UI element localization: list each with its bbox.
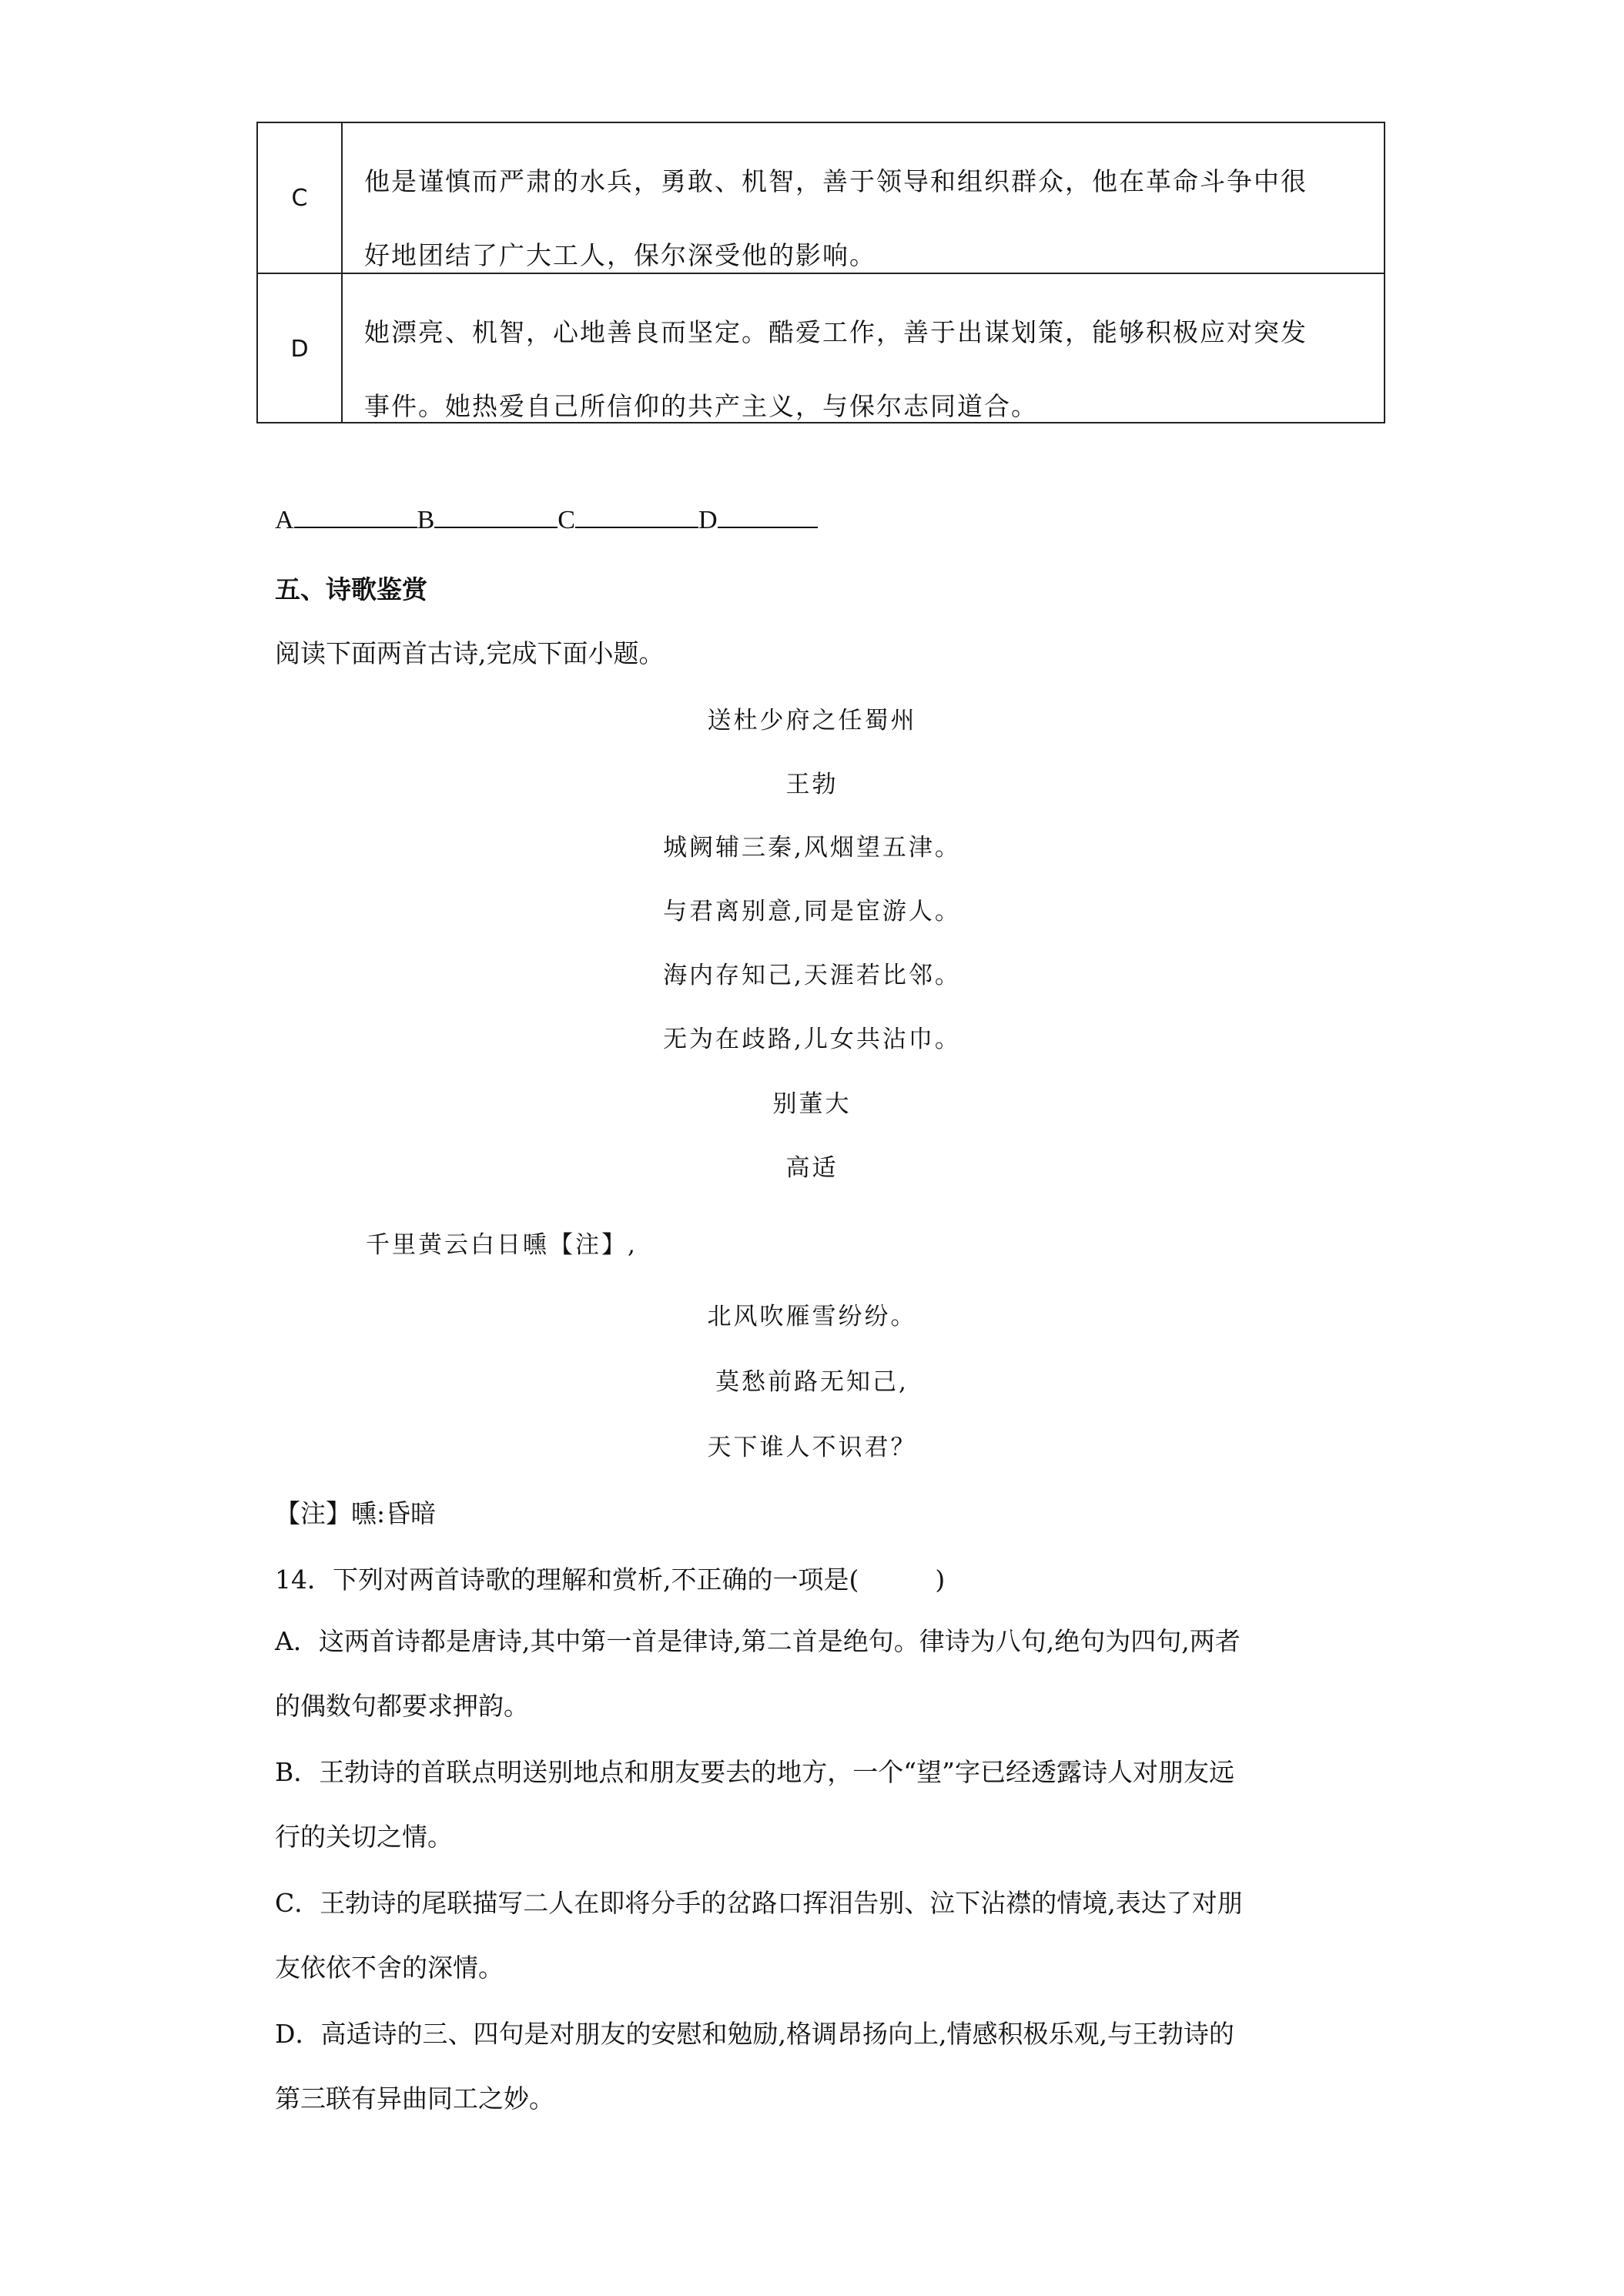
row-text-line: 他是谨慎而严肃的水兵，勇敢、机智，善于领导和组织群众，他在革命斗争中很 [364,166,1308,196]
poem-line: 千里黄云白日曛【注】, [366,1231,638,1259]
table-row [258,123,1384,274]
choice-line: D．高适诗的三、四句是对朋友的安慰和勉励,格调昂扬向上,情感积极乐观,与王勃诗的 [275,2019,1234,2049]
poem-line: 城阙辅三秦,风烟望五津。 [663,834,961,862]
poem-title: 送杜少府之任蜀州 [707,707,917,735]
blank-label-a: A [275,506,294,534]
answer-blank-a[interactable] [294,504,417,528]
choice-line: 行的关切之情。 [275,1822,453,1852]
blank-label-c: C [558,506,575,534]
row-text-line: 她漂亮、机智，心地善良而坚定。酷爱工作，善于出谋划策，能够积极应对突发 [364,317,1308,347]
section-intro: 阅读下面两首古诗,完成下面小题。 [275,638,665,668]
choice-line: C．王勃诗的尾联描写二人在即将分手的岔路口挥泪告别、泣下沾襟的情境,表达了对朋 [275,1888,1243,1918]
choice-line: 第三联有异曲同工之妙。 [275,2083,554,2114]
blank-label-d: D [698,506,718,534]
choice-c [275,1871,1391,2000]
poem-line: 莫愁前路无知己, [715,1368,909,1396]
choice-line: 友依依不舍的深情。 [275,1953,504,1983]
answer-blank-b[interactable] [434,504,558,528]
row-key: C [258,123,343,273]
poem-note: 【注】曛:昏暗 [275,1498,437,1528]
poem-line: 天下谁人不识君？ [707,1434,917,1461]
poem-line: 北风吹雁雪纷纷。 [707,1303,917,1330]
answer-blank-d[interactable] [718,504,818,528]
poem-line: 海内存知己,天涯若比邻。 [663,962,961,989]
choice-line: 的偶数句都要求押韵。 [275,1691,529,1721]
poem-title: 别董大 [772,1090,852,1118]
poem-author: 王勃 [785,771,839,798]
choice-a [275,1609,1391,1739]
options-table [256,122,1385,423]
row-text-line: 好地团结了广大工人，保尔深受他的影响。 [364,240,876,270]
poem-author: 高适 [785,1154,839,1182]
row-description [364,296,1373,443]
poem-line: 无为在歧路,儿女共沾巾。 [663,1026,961,1053]
table-row [258,274,1384,423]
choice-line: A．这两首诗都是唐诗,其中第一首是律诗,第二首是绝句。律诗为八句,绝句为四句,两者 [275,1626,1241,1656]
row-description [364,145,1373,293]
section-heading: 五、诗歌鉴赏 [275,574,427,604]
choice-d [275,2002,1391,2131]
blank-label-b: B [417,506,435,534]
answer-blanks [275,504,818,535]
question-stem: 14．下列对两首诗歌的理解和赏析,不正确的一项是( ) [275,1565,946,1595]
row-text-line: 事件。她热爱自己所信仰的共产主义，与保尔志同道合。 [364,391,1038,421]
poem-line: 与君离别意,同是宦游人。 [663,898,961,925]
row-key: D [258,274,343,423]
choice-b [275,1740,1391,1869]
answer-blank-c[interactable] [575,504,698,528]
choice-line: B．王勃诗的首联点明送别地点和朋友要去的地方，一个“望”字已经透露诗人对朋友远 [275,1757,1234,1787]
